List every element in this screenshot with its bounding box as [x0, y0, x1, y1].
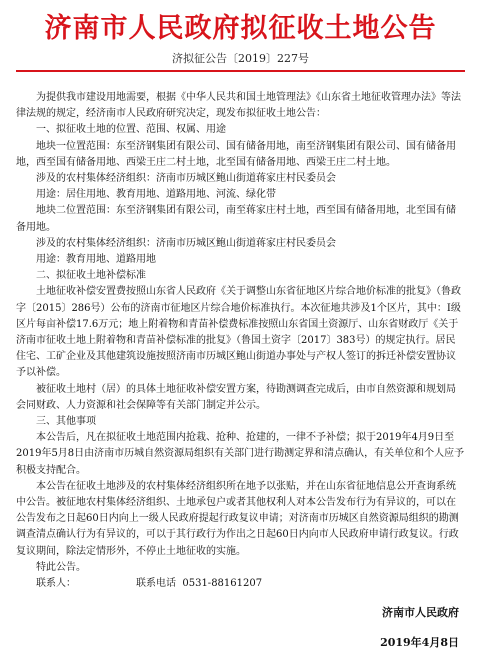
notice-body	[16, 90, 465, 592]
paragraph-parcel-1-location: 地块一位置范围：东至济钢集团有限公司、国有储备用地，南至济钢集团有限公司、国有储备用地，西至国有储备用地、西梁王庄二村土地，北至国有储备用地、西梁王庄二村土地。	[16, 140, 456, 168]
document-number: 济拟征公告〔2019〕227号	[172, 52, 309, 65]
contact-person-label: 联系人：	[36, 578, 76, 590]
paragraph-parcel-1-collective: 涉及的农村集体经济组织：济南市历城区鲍山街道蒋家庄村民委员会	[36, 173, 336, 185]
issuer-signature: 济南市人民政府	[382, 606, 459, 619]
contact-phone: 0531-88161207	[182, 578, 263, 590]
paragraph-parcel-2-collective: 涉及的农村集体经济组织：济南市历城区鲍山街道蒋家庄村民委员会	[36, 237, 336, 249]
notice-title: 济南市人民政府拟征收土地公告	[44, 13, 437, 44]
issue-date: 2019年4月8日	[380, 636, 459, 649]
paragraph-parcel-1-use: 用途：居住用地、教育用地、道路用地、河流、绿化带	[36, 189, 276, 201]
paragraph-parcel-2-location: 地块二位置范围：东至济钢集团有限公司，南至蒋家庄村土地，西至国有储备用地，北至国有储备用地。	[16, 205, 456, 233]
section-heading-3: 三、其他事项	[36, 416, 96, 428]
title-divider	[16, 70, 465, 72]
paragraph-compensation-standard: 土地征收补偿安置费按照山东省人民政府《关于调整山东省征地区片综合地价标准的批复》（鲁政字〔2015〕286号）公布的济南市征地区片综合地价标准执行。本次征地共涉及1个区片，其中：Ⅰ级区片每亩补偿17.6万元；地上附着物和青苗补偿费标准按照山东省国土资源厅、山东省财政厅《关于济南市征收土地上附着物和青苗补偿标准的批复》（鲁国土资字〔2017〕383号）的规定执行。居民住宅、工矿企业及其他建筑设施按照济南市历城区鲍山街道办事处与产权人签订的拆迁补偿安置协议予以补偿。	[16, 286, 461, 379]
paragraph-compensation-plan: 被征收土地村（居）的具体土地征收补偿安置方案，待勘测调查完成后，由市自然资源和规划局会同财政、人力资源和社会保障等有关部门制定并公示。	[16, 383, 456, 411]
paragraph-survey-schedule: 本公告后，凡在拟征收土地范围内抢栽、抢种、抢建的，一律不予补偿；拟于2019年4月9日至2019年5月8日由济南市历城自然资源局组织有关部门进行勘测定界和清点确认，有关单位和个人应予积极支持配合。	[16, 432, 465, 476]
section-heading-2: 二、拟征收土地补偿标准	[36, 270, 146, 282]
paragraph-closing: 特此公告。	[36, 561, 86, 573]
paragraph-intro: 为提供我市建设用地需要，根据《中华人民共和国土地管理法》《山东省土地征收管理办法》等法律法规的规定，经济南市人民政府研究决定，现发布拟征收土地公告：	[16, 92, 461, 120]
paragraph-parcel-2-use: 用途：教育用地、道路用地	[36, 254, 156, 266]
contact-phone-label: 联系电话	[136, 578, 176, 590]
section-heading-1: 一、拟征收土地的位置、范围、权属、用途	[36, 124, 226, 136]
contact-line	[16, 576, 465, 592]
paragraph-objection-rights: 本公告在征收土地涉及的农村集体经济组织所在地予以张贴，并在山东省征地信息公开查询系统中公告。被征地农村集体经济组织、土地承包户或者其他权利人对本公告发布行为有异议的，可以在公告发布之日起60日内向上一级人民政府提起行政复议申请；对济南市历城区自然资源局组织的勘测调查清点确认行为有异议的，可以于其行政行为作出之日起60日内向市人民政府申请行政复议。行政复议期间，除法定情形外，不停止土地征收的实施。	[16, 480, 459, 557]
